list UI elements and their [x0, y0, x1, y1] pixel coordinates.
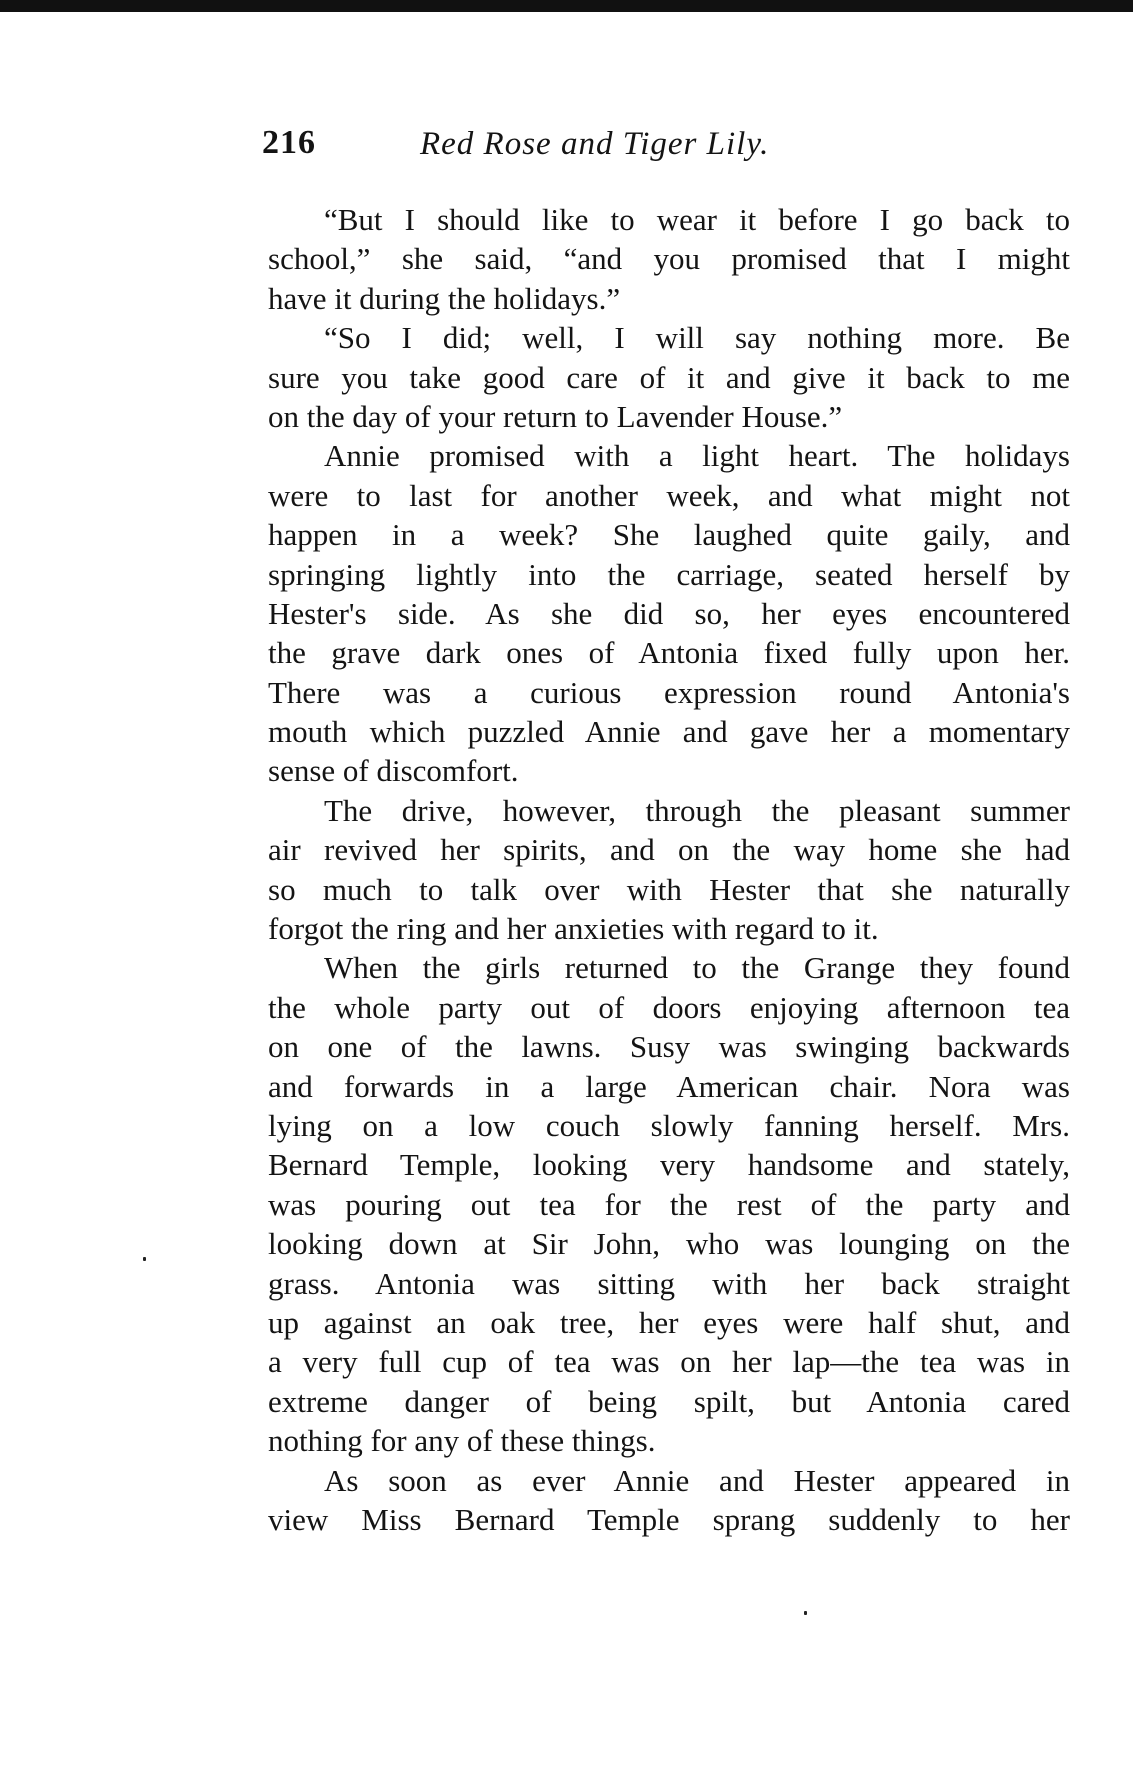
text-line: There was a curious expression round Antonia's	[268, 674, 1070, 710]
text-line: up against an oak tree, her eyes were half shut, and	[268, 1304, 1070, 1340]
text-line: extreme danger of being spilt, but Antonia cared	[268, 1383, 1070, 1419]
text-line: “So I did; well, I will say nothing more. Be	[324, 320, 1070, 356]
text-line: grass. Antonia was sitting with her back straight	[268, 1265, 1070, 1301]
stray-ink-mark	[804, 1611, 807, 1615]
text-line: Bernard Temple, looking very handsome and stately,	[268, 1147, 1070, 1183]
text-line: When the girls returned to the Grange they found	[324, 950, 1070, 986]
text-line: looking down at Sir John, who was lounging on the	[268, 1226, 1070, 1262]
paragraph-6	[268, 1461, 1070, 1540]
text-line: Annie promised with a light heart. The holidays	[324, 438, 1070, 474]
paragraph-4	[268, 791, 1070, 949]
text-line: the whole party out of doors enjoying afternoon tea	[268, 989, 1070, 1025]
running-title: Red Rose and Tiger Lily.	[420, 126, 770, 162]
paragraph-1	[268, 200, 1070, 318]
paragraph-5	[268, 948, 1070, 1460]
text-line: on one of the lawns. Susy was swinging backwards	[268, 1029, 1070, 1065]
text-line: on the day of your return to Lavender House.”	[268, 398, 843, 434]
text-line: As soon as ever Annie and Hester appeared in	[324, 1462, 1070, 1498]
text-line: “But I should like to wear it before I go back to	[324, 202, 1070, 237]
text-line: springing lightly into the carriage, seated herself by	[268, 556, 1070, 592]
text-line: sense of discomfort.	[268, 753, 519, 789]
page-number: 216	[262, 124, 316, 161]
text-line: the grave dark ones of Antonia fixed fully upon her.	[268, 635, 1070, 671]
body-text	[268, 200, 1070, 1539]
text-line: view Miss Bernard Temple sprang suddenly to her	[268, 1501, 1070, 1537]
top-border-rule	[0, 0, 1133, 12]
text-line: nothing for any of these things.	[268, 1423, 656, 1459]
text-line: and forwards in a large American chair. Nora was	[268, 1068, 1070, 1104]
text-line: were to last for another week, and what might not	[268, 477, 1070, 513]
text-line: so much to talk over with Hester that she naturally	[268, 871, 1070, 907]
text-line: was pouring out tea for the rest of the party and	[268, 1186, 1070, 1222]
text-line: school,” she said, “and you promised that I might	[268, 241, 1070, 277]
text-line: The drive, however, through the pleasant summer	[324, 792, 1070, 828]
stray-ink-mark	[143, 1257, 146, 1261]
text-line: air revived her spirits, and on the way home she had	[268, 832, 1070, 868]
text-line: happen in a week? She laughed quite gaily, and	[268, 517, 1070, 553]
text-line: lying on a low couch slowly fanning herself. Mrs.	[268, 1107, 1070, 1143]
text-line: have it during the holidays.”	[268, 280, 621, 316]
text-line: forgot the ring and her anxieties with regard to it.	[268, 911, 879, 947]
text-line: Hester's side. As she did so, her eyes encountered	[268, 595, 1070, 631]
paragraph-3	[268, 436, 1070, 791]
text-line: mouth which puzzled Annie and gave her a momentary	[268, 714, 1070, 750]
text-line: sure you take good care of it and give it back to me	[268, 359, 1070, 395]
paragraph-2	[268, 318, 1070, 436]
text-line: a very full cup of tea was on her lap—the tea was in	[268, 1344, 1070, 1380]
